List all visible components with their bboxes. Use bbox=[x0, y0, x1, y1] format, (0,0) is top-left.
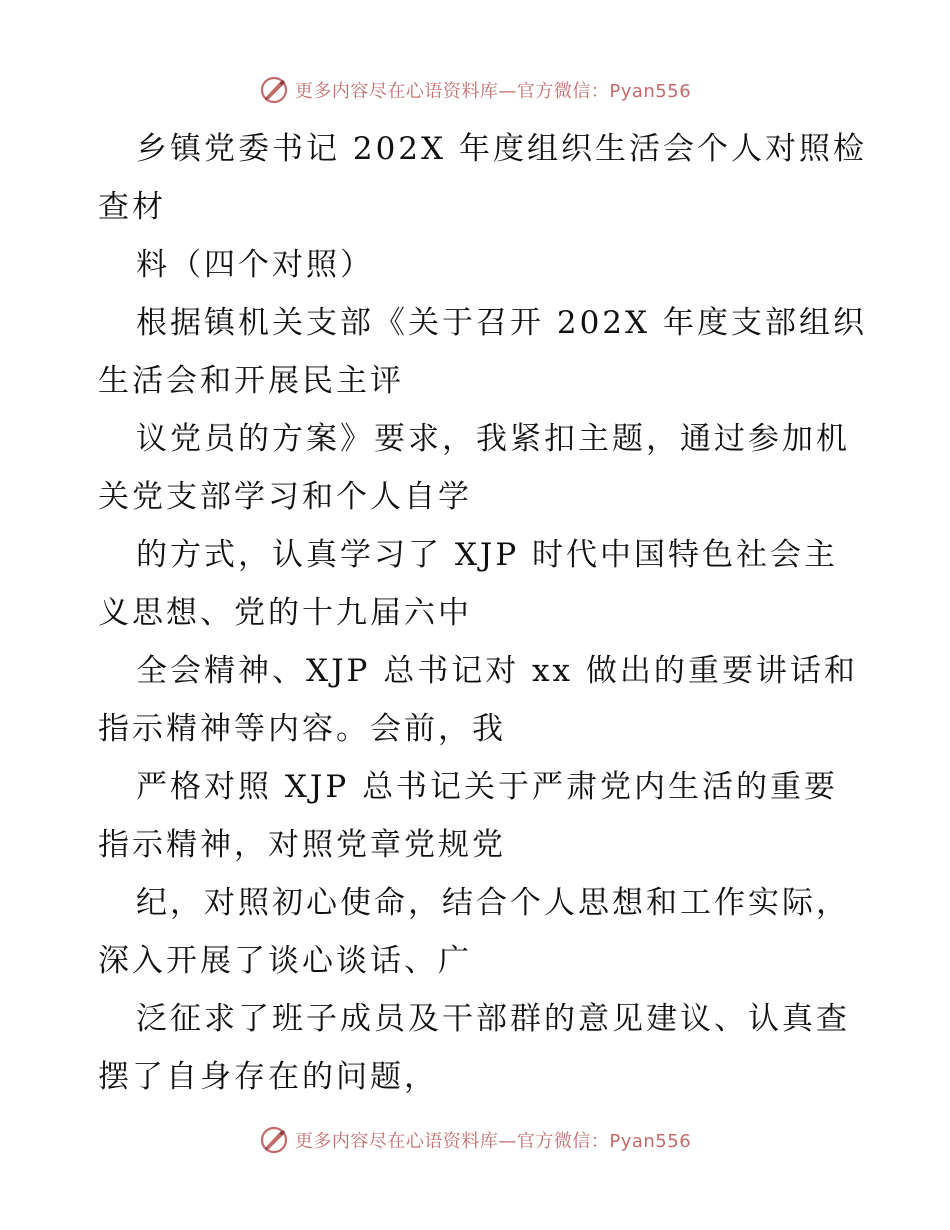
document-body bbox=[98, 120, 867, 1106]
document-line: 生活会和开展民主评 bbox=[98, 363, 404, 399]
document-line: 深入开展了谈心谈话、广 bbox=[98, 943, 472, 979]
watermark-text: 更多内容尽在心语资料库—官方微信：Pyan556 bbox=[294, 1131, 692, 1152]
document-line: 查材 bbox=[98, 189, 166, 225]
document-line: 乡镇党委书记 202X 年度组织生活会个人对照检 bbox=[136, 131, 867, 167]
document-line: 全会精神、XJP 总书记对 xx 做出的重要讲话和 bbox=[136, 653, 858, 689]
footer-watermark bbox=[0, 1122, 950, 1158]
document-line: 关党支部学习和个人自学 bbox=[98, 479, 472, 515]
document-line: 泛征求了班子成员及干部群的意见建议、认真查 bbox=[136, 1001, 850, 1037]
watermark-text: 更多内容尽在心语资料库—官方微信：Pyan556 bbox=[294, 81, 692, 102]
document-line: 义思想、党的十九届六中 bbox=[98, 595, 472, 631]
document-line: 根据镇机关支部《关于召开 202X 年度支部组织 bbox=[136, 305, 867, 341]
quill-pen-logo-icon bbox=[259, 75, 289, 105]
document-line: 议党员的方案》要求，我紧扣主题，通过参加机 bbox=[136, 421, 850, 457]
document-line: 纪，对照初心使命，结合个人思想和工作实际， bbox=[136, 885, 850, 921]
document-line: 严格对照 XJP 总书记关于严肃党内生活的重要 bbox=[136, 769, 839, 805]
document-line: 的方式，认真学习了 XJP 时代中国特色社会主 bbox=[136, 537, 839, 573]
document-line: 指示精神，对照党章党规党 bbox=[98, 827, 506, 863]
header-watermark bbox=[0, 72, 950, 108]
document-line: 料（四个对照） bbox=[136, 247, 374, 283]
document-line: 指示精神等内容。会前，我 bbox=[98, 711, 506, 747]
document-line: 摆了自身存在的问题， bbox=[98, 1059, 438, 1095]
quill-pen-logo-icon bbox=[259, 1125, 289, 1155]
